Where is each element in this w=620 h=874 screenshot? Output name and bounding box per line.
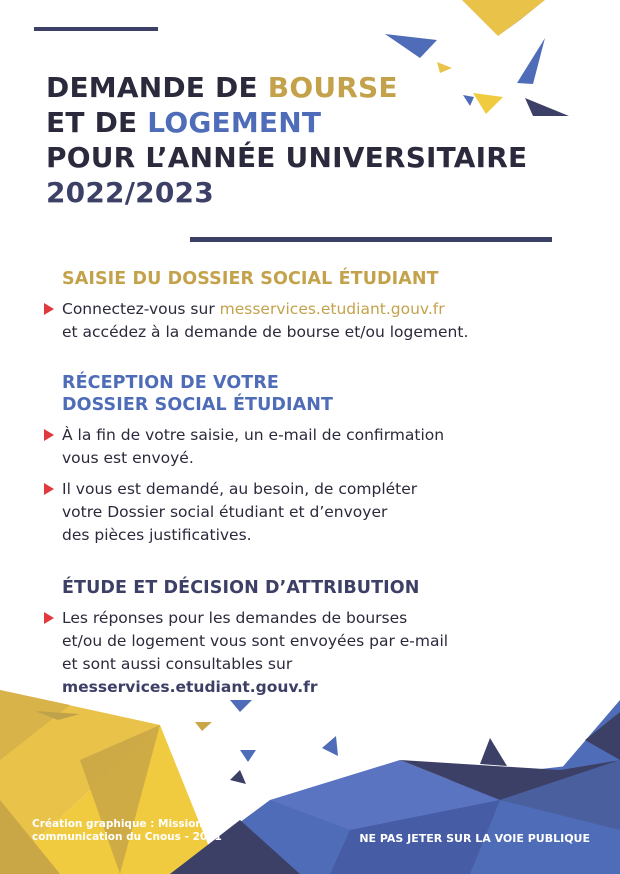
section-heading: ÉTUDE ET DÉCISION D’ATTRIBUTION — [62, 578, 420, 598]
bullet-triangle-icon — [44, 483, 54, 495]
section-etude — [44, 577, 564, 707]
title-underline-rule — [190, 237, 552, 242]
list-item: À la fin de votre saisie, un e-mail de confirmation vous est envoyé. — [44, 424, 564, 470]
messervices-link[interactable]: messervices.etudiant.gouv.fr — [219, 300, 445, 318]
title-line-1: DEMANDE DE BOURSE — [46, 71, 398, 104]
title-line-2: ET DE LOGEMENT — [46, 106, 322, 139]
title-accent-bourse: BOURSE — [267, 71, 398, 104]
section-reception — [44, 372, 564, 555]
title-accent-logement: LOGEMENT — [147, 106, 322, 139]
messervices-link[interactable]: messervices.etudiant.gouv.fr — [62, 678, 318, 696]
bullet-triangle-icon — [44, 429, 54, 441]
section-heading: RÉCEPTION DE VOTRE DOSSIER SOCIAL ÉTUDIANT — [62, 373, 334, 415]
list-item: Connectez-vous sur messervices.etudiant.gouv.fr et accédez à la demande de bourse et/ou logement. — [44, 298, 564, 344]
bullet-triangle-icon — [44, 303, 54, 315]
section-heading: SAISIE DU DOSSIER SOCIAL ÉTUDIANT — [62, 269, 439, 289]
credit-text: Création graphique : Mission communication du Cnous - 2021 — [32, 818, 222, 843]
title-year: 2022/2023 — [46, 176, 214, 209]
section-saisie — [44, 268, 564, 352]
top-rule — [34, 27, 158, 31]
list-item: Les réponses pour les demandes de bourses et/ou de logement vous sont envoyées par e-mail et sont aussi consultables sur messervices.etudiant.gouv.fr — [44, 607, 564, 699]
bullet-triangle-icon — [44, 612, 54, 624]
document-title — [46, 70, 527, 210]
litter-notice: NE PAS JETER SUR LA VOIE PUBLIQUE — [359, 832, 590, 845]
list-item: Il vous est demandé, au besoin, de compléter votre Dossier social étudiant et d’envoyer des pièces justificatives. — [44, 478, 564, 547]
title-line-3: POUR L’ANNÉE UNIVERSITAIRE — [46, 141, 528, 174]
